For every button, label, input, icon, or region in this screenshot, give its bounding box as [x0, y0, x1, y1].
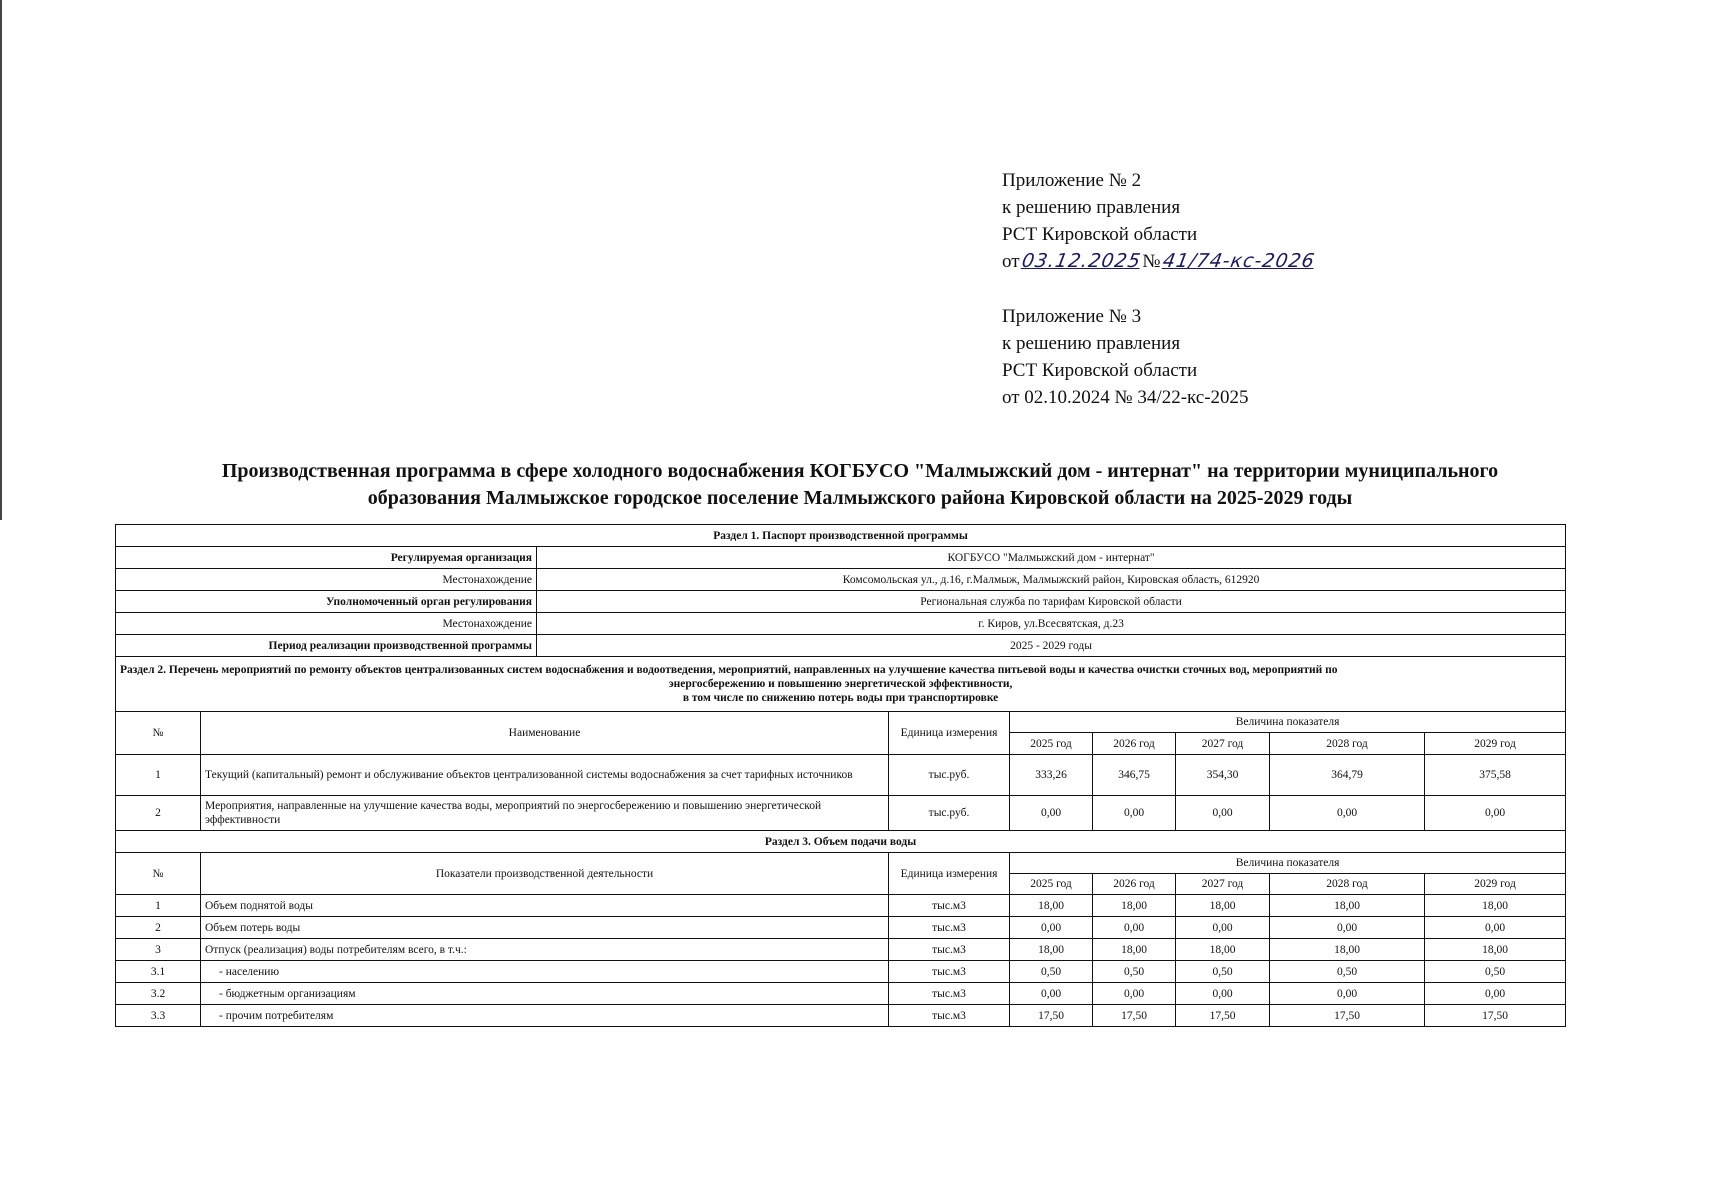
table-row: [116, 796, 1566, 831]
annex-2-ot: от: [1002, 251, 1020, 272]
year-header: 2028 год: [1270, 874, 1425, 895]
year-header: 2029 год: [1425, 874, 1566, 895]
row-value: 0,50: [1425, 961, 1566, 983]
annex-2-handwritten-number: 41/74-кс-2026: [1160, 250, 1317, 272]
row-value: 18,00: [1010, 939, 1093, 961]
row-no: 2: [116, 917, 201, 939]
row-value: 17,50: [1425, 1005, 1566, 1027]
passport-value: Комсомольская ул., д.16, г.Малмыж, Малмыжский район, Кировская область, 612920: [537, 569, 1566, 591]
passport-label: Период реализации производственной программы: [116, 635, 537, 657]
row-value: 375,58: [1425, 755, 1566, 796]
passport-row: [116, 569, 1566, 591]
row-name: - прочим потребителям: [201, 1005, 889, 1027]
table-row: [116, 983, 1566, 1005]
row-name: Мероприятия, направленные на улучшение качества воды, мероприятий по энергосбережению и повышению энергетической эффективности: [201, 796, 889, 831]
row-value: 18,00: [1176, 895, 1270, 917]
annex-3-title: Приложение № 3: [1002, 306, 1142, 327]
row-value: 0,50: [1093, 961, 1176, 983]
section2-title-line2: энергосбережению и повышению энергетической эффективности,: [668, 678, 1013, 690]
annex-3-line4: от 02.10.2024 № 34/22-кс-2025: [1002, 387, 1249, 408]
row-unit: тыс.м3: [889, 983, 1010, 1005]
row-value: 17,50: [1010, 1005, 1093, 1027]
passport-row: [116, 613, 1566, 635]
year-header: 2025 год: [1010, 733, 1093, 755]
row-value: 18,00: [1270, 939, 1425, 961]
section3-header-row: [116, 831, 1566, 853]
passport-row: [116, 547, 1566, 569]
row-value: 0,00: [1270, 983, 1425, 1005]
row-value: 0,00: [1093, 983, 1176, 1005]
passport-value: КОГБУСО "Малмыжский дом - интернат": [537, 547, 1566, 569]
row-unit: тыс.м3: [889, 895, 1010, 917]
row-value: 0,00: [1010, 796, 1093, 831]
col-header-name: Наименование: [201, 712, 889, 755]
row-name: Объем потерь воды: [201, 917, 889, 939]
row-no: 1: [116, 895, 201, 917]
scan-edge-line: [0, 0, 2, 520]
passport-row: [116, 635, 1566, 657]
row-unit: тыс.руб.: [889, 755, 1010, 796]
year-header: 2026 год: [1093, 874, 1176, 895]
col-header-unit: Единица измерения: [889, 853, 1010, 895]
row-value: 0,00: [1093, 917, 1176, 939]
row-value: 17,50: [1093, 1005, 1176, 1027]
row-value: 0,00: [1010, 983, 1093, 1005]
row-name: - бюджетным организациям: [201, 983, 889, 1005]
document-title-line1: Производственная программа в сфере холодного водоснабжения КОГБУСО "Малмыжский дом - интернат" на территории муниципального: [221, 460, 1499, 482]
section2-col-header-row: [116, 712, 1566, 733]
passport-value: 2025 - 2029 годы: [537, 635, 1566, 657]
row-no: 2: [116, 796, 201, 831]
col-header-unit: Единица измерения: [889, 712, 1010, 755]
row-unit: тыс.м3: [889, 1005, 1010, 1027]
passport-value: г. Киров, ул.Всесвятская, д.23: [537, 613, 1566, 635]
year-header: 2027 год: [1176, 733, 1270, 755]
annex-2-line3: РСТ Кировской области: [1002, 224, 1198, 245]
row-value: 0,00: [1425, 917, 1566, 939]
row-name: - населению: [201, 961, 889, 983]
row-value: 18,00: [1093, 895, 1176, 917]
row-value: 0,00: [1425, 983, 1566, 1005]
passport-label: Местонахождение: [116, 569, 537, 591]
row-no: 3.3: [116, 1005, 201, 1027]
annex-2-handwritten-date: 03.12.2025: [1019, 250, 1143, 272]
row-value: 0,00: [1176, 796, 1270, 831]
col-header-value: Величина показателя: [1010, 853, 1566, 874]
row-value: 17,50: [1270, 1005, 1425, 1027]
row-no: 3: [116, 939, 201, 961]
program-table: [115, 524, 1566, 1027]
row-value: 0,50: [1010, 961, 1093, 983]
section2-title-line3: в том числе по снижению потерь воды при транспортировке: [682, 692, 999, 704]
col-header-no: №: [116, 712, 201, 755]
document-title-line2: образования Малмыжское городское поселение Малмыжского района Кировской области на 2025-2029 годы: [367, 487, 1353, 509]
year-header: 2029 год: [1425, 733, 1566, 755]
annex-2-num-sign: №: [1142, 251, 1161, 272]
row-value: 18,00: [1010, 895, 1093, 917]
annex-2-date-row: [1002, 248, 1316, 275]
row-value: 0,50: [1176, 961, 1270, 983]
row-value: 333,26: [1010, 755, 1093, 796]
passport-label: Регулируемая организация: [116, 547, 537, 569]
row-value: 18,00: [1425, 939, 1566, 961]
passport-label: Уполномоченный орган регулирования: [116, 591, 537, 613]
section2-title-line1: Раздел 2. Перечень мероприятий по ремонту объектов централизованных систем водоснабжения и водоотведения, мероприятий, направленных на улучшение качества питьевой воды и качества очистки сточных вод, мероприятий по: [120, 664, 1338, 676]
col-header-value: Величина показателя: [1010, 712, 1566, 733]
table-row: [116, 917, 1566, 939]
row-value: 0,00: [1270, 917, 1425, 939]
row-value: 354,30: [1176, 755, 1270, 796]
row-name: Отпуск (реализация) воды потребителям всего, в т.ч.:: [201, 939, 889, 961]
row-value: 18,00: [1270, 895, 1425, 917]
row-value: 18,00: [1425, 895, 1566, 917]
year-header: 2025 год: [1010, 874, 1093, 895]
section1-title: Раздел 1. Паспорт производственной программы: [116, 525, 1566, 547]
row-unit: тыс.м3: [889, 961, 1010, 983]
row-value: 364,79: [1270, 755, 1425, 796]
col-header-no: №: [116, 853, 201, 895]
section1-header-row: [116, 525, 1566, 547]
table-row: [116, 939, 1566, 961]
annex-2-line2: к решению правления: [1002, 197, 1181, 218]
passport-label: Местонахождение: [116, 613, 537, 635]
row-value: 0,00: [1176, 983, 1270, 1005]
row-value: 17,50: [1176, 1005, 1270, 1027]
document-title: [110, 458, 1610, 512]
row-value: 0,00: [1176, 917, 1270, 939]
row-no: 3.2: [116, 983, 201, 1005]
table-row: [116, 1005, 1566, 1027]
passport-value: Региональная служба по тарифам Кировской области: [537, 591, 1566, 613]
annex-2-block: [1002, 167, 1316, 275]
row-value: 346,75: [1093, 755, 1176, 796]
row-value: 0,00: [1010, 917, 1093, 939]
table-row: [116, 755, 1566, 796]
section2-title: [116, 657, 1566, 712]
year-header: 2028 год: [1270, 733, 1425, 755]
row-name: Текущий (капитальный) ремонт и обслуживание объектов централизованной системы водоснабжения за счет тарифных источников: [201, 755, 889, 796]
row-value: 0,50: [1270, 961, 1425, 983]
section3-title: Раздел 3. Объем подачи воды: [116, 831, 1566, 853]
table-row: [116, 961, 1566, 983]
section3-col-header-row: [116, 853, 1566, 874]
row-no: 3.1: [116, 961, 201, 983]
annex-3-block: [1002, 303, 1249, 411]
row-unit: тыс.руб.: [889, 796, 1010, 831]
year-header: 2026 год: [1093, 733, 1176, 755]
row-unit: тыс.м3: [889, 939, 1010, 961]
section2-header-row: [116, 657, 1566, 712]
year-header: 2027 год: [1176, 874, 1270, 895]
col-header-name: Показатели производственной деятельности: [201, 853, 889, 895]
annex-3-line2: к решению правления: [1002, 333, 1181, 354]
row-value: 0,00: [1270, 796, 1425, 831]
row-value: 18,00: [1176, 939, 1270, 961]
row-name: Объем поднятой воды: [201, 895, 889, 917]
row-unit: тыс.м3: [889, 917, 1010, 939]
annex-3-line3: РСТ Кировской области: [1002, 360, 1198, 381]
row-no: 1: [116, 755, 201, 796]
row-value: 0,00: [1425, 796, 1566, 831]
row-value: 18,00: [1093, 939, 1176, 961]
row-value: 0,00: [1093, 796, 1176, 831]
table-row: [116, 895, 1566, 917]
annex-2-title: Приложение № 2: [1002, 170, 1142, 191]
passport-row: [116, 591, 1566, 613]
